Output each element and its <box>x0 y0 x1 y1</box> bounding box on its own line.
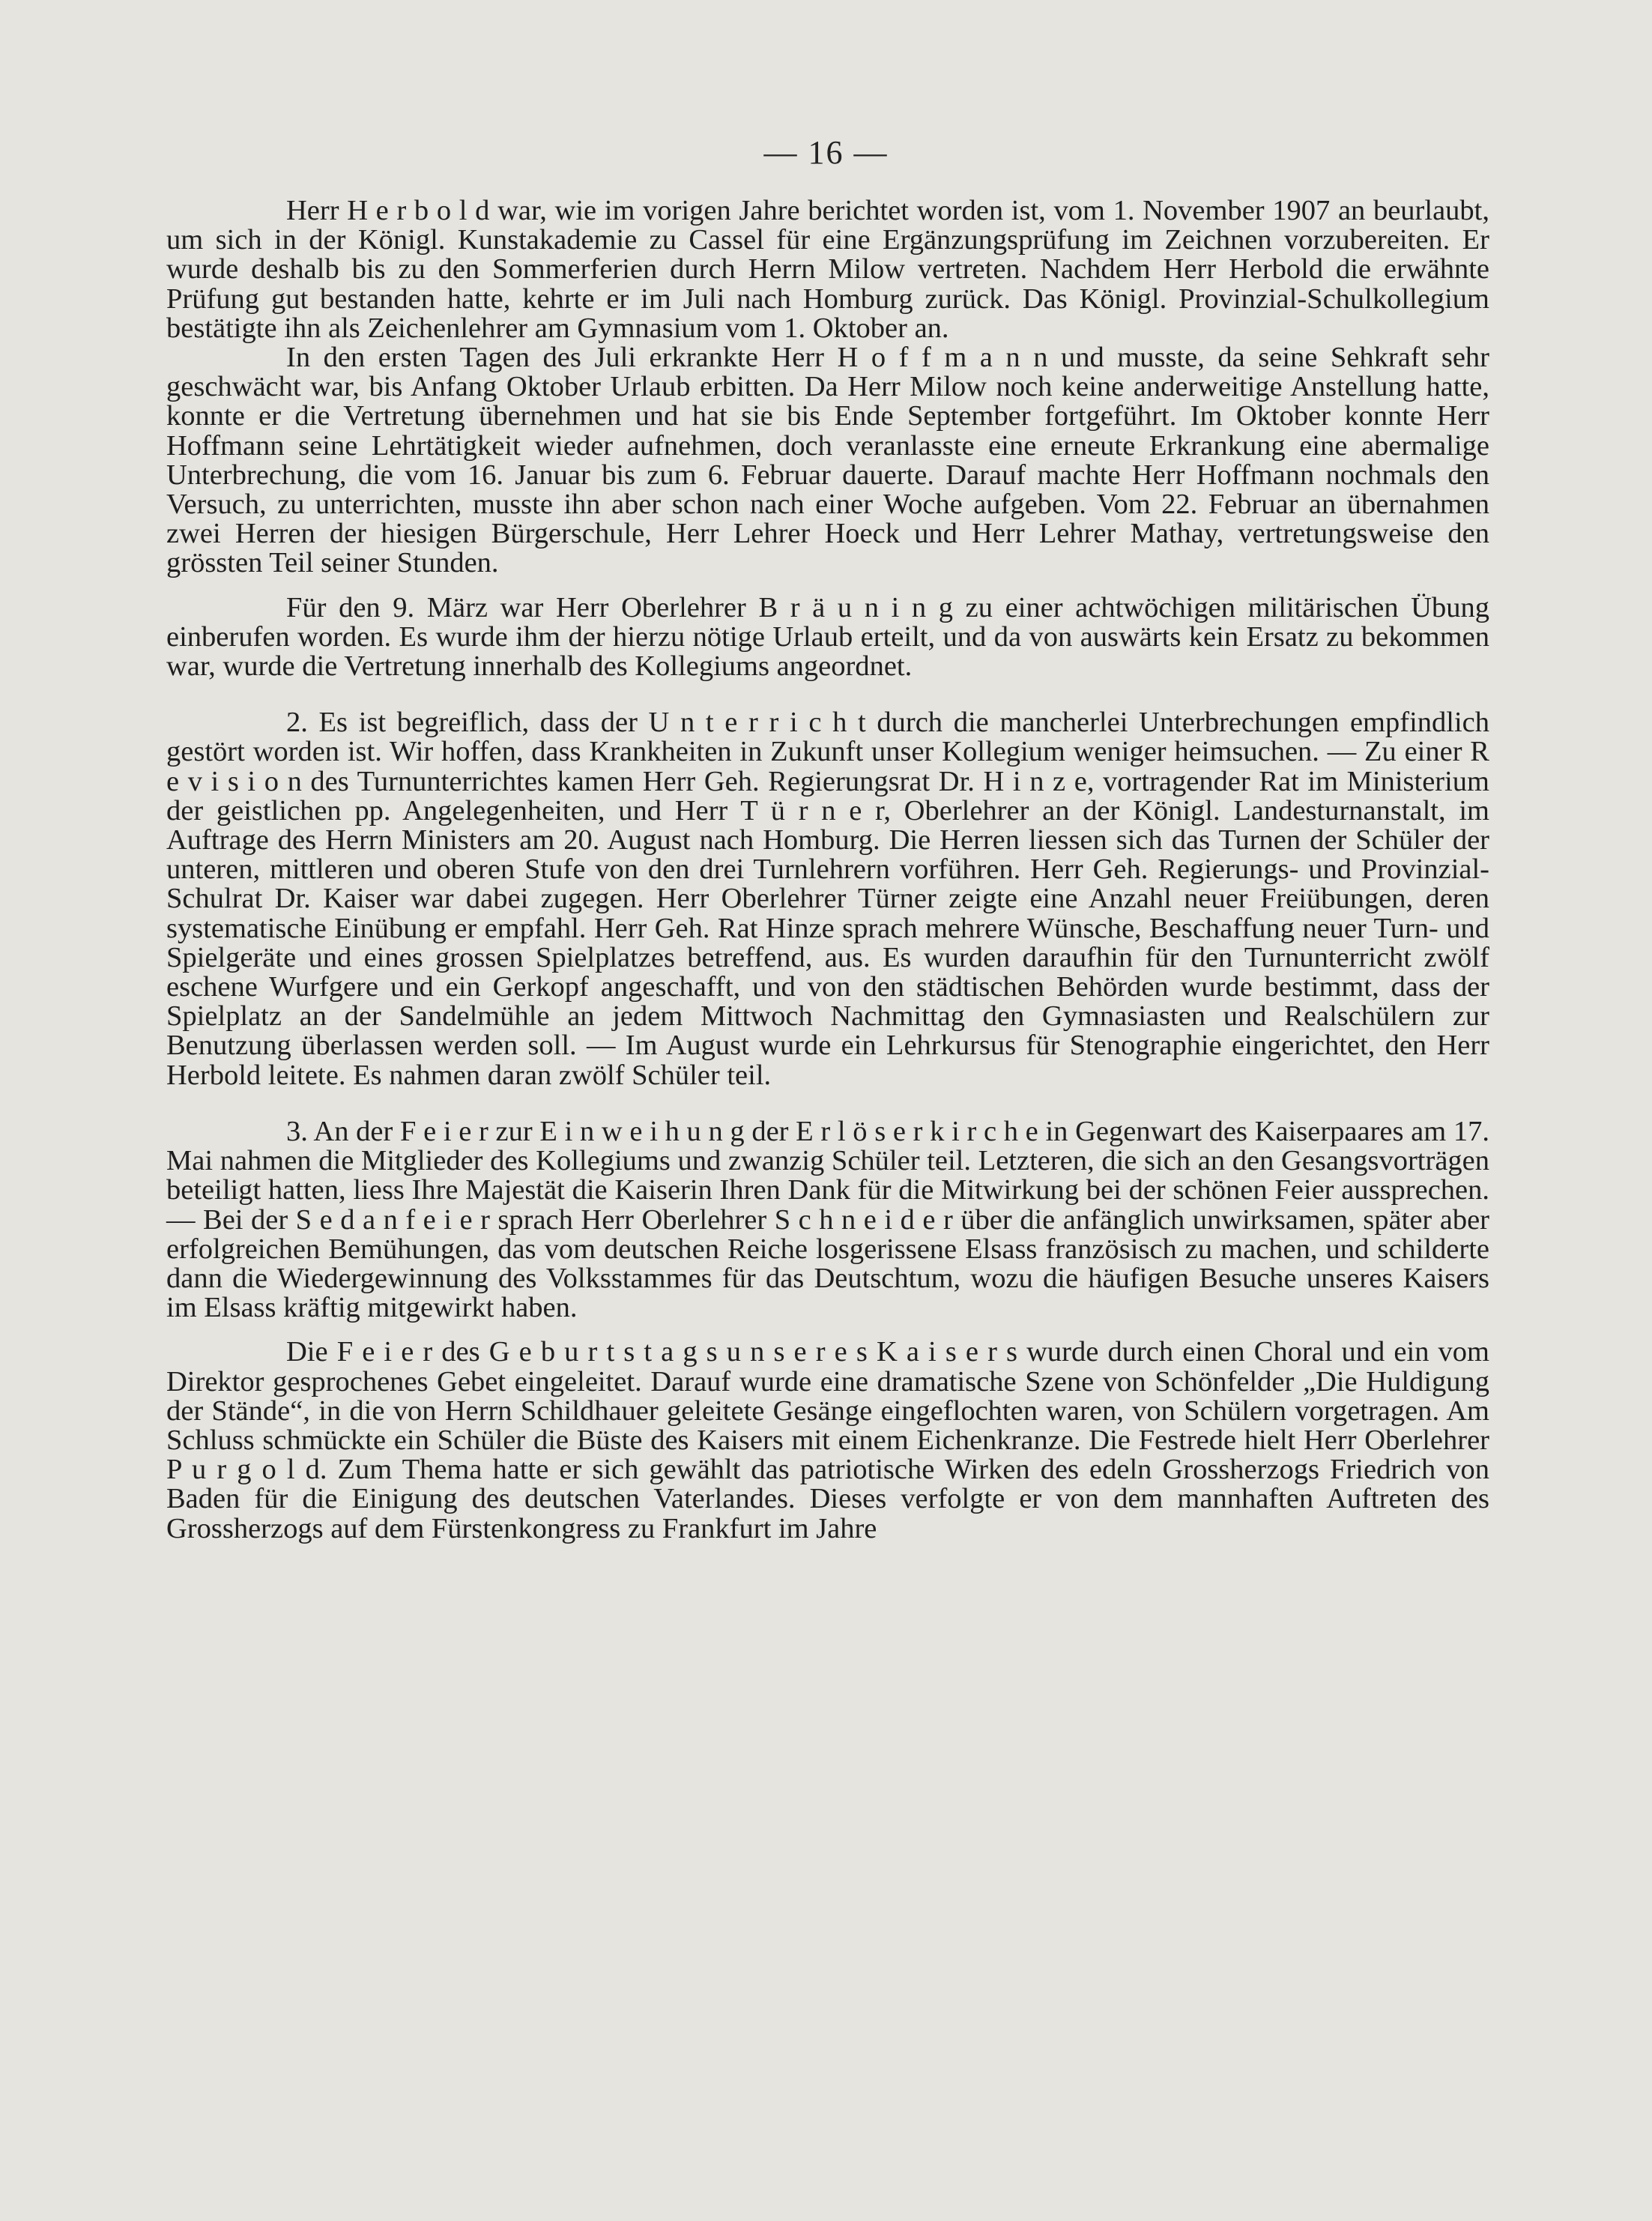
paragraph-section-2: 2. Es ist begreiflich, dass der U n t e r r i c h t durch die mancherlei Unterbrechungen empfindlich gestört worden ist. Wir hoffen, dass Krankheiten in Zukunft unser Kollegium weniger heimsuchen. — Zu einer R e v i s i o n des Turnunterrichtes kamen Herr Geh. Regierungsrat Dr. H i n z e, vortragender Rat im Ministerium der geistlichen pp. Angelegenheiten, und Herr T ü r n e r, Oberlehrer an der Königl. Landesturnanstalt, im Auftrage des Herrn Ministers am 20. August nach Homburg. Die Herren liessen sich das Turnen der Schüler der unteren, mittleren und oberen Stufe von den drei Turnlehrern vorführen. Herr Geh. Regierungs- und Provinzial-Schulrat Dr. Kaiser war dabei zugegen. Herr Oberlehrer Türner zeigte eine Anzahl neuer Freiübungen, deren systematische Einübung er empfahl. Herr Geh. Rat Hinze sprach mehrere Wünsche, Beschaffung neuer Turn- und Spielgeräte und eines grossen Spielplatzes betreffend, aus. Es wurden daraufhin für den Turnunterricht zwölf eschene Wurfgere und ein Gerkopf angeschafft, und von den städtischen Behörden wurde bestimmt, dass der Spielplatz an der Sandelmühle an jedem Mittwoch Nachmittag den Gymnasiasten und Realschülern zur Benutzung überlassen werden soll. — Im August wurde ein Lehrkursus für Stenographie eingerichtet, den Herr Herbold leitete. Es nahmen daran zwölf Schüler teil. <box>166 707 1489 1091</box>
paragraph-section-3: 3. An der F e i e r zur E i n w e i h u n g der E r l ö s e r k i r c h e in Gegenwart des Kaiserpaares am 17. Mai nahmen die Mitglieder des Kollegiums und zwanzig Schüler teil. Letzteren, die sich an den Gesangsvorträgen beteiligt hatten, liess Ihre Majestät die Kaiserin Ihren Dank für die Mitwirkung bei der schönen Feier aussprechen. — Bei der S e d a n f e i e r sprach Herr Oberlehrer S c h n e i d e r über die anfänglich unwirksamen, später aber erfolgreichen Bemühungen, das vom deutschen Reiche losgerissene Elsass französisch zu machen, und schilderte dann die Wiedergewinnung des Volksstammes für das Deutschtum, wozu die häufigen Besuche unseres Kaisers im Elsass kräftig mitgewirkt haben. <box>166 1115 1489 1324</box>
page-number: — 16 — <box>763 134 889 171</box>
paragraph-hoffmann: In den ersten Tagen des Juli erkrankte Herr H o f f m a n n und musste, da seine Sehkraft sehr geschwächt war, bis Anfang Oktober Urlaub erbitten. Da Herr Milow noch keine anderweitige Anstellung hatte, konnte er die Vertretung übernehmen und hat sie bis Ende September fortgeführt. Im Oktober konnte Herr Hoffmann seine Lehrtätigkeit wieder aufnehmen, doch veranlasste eine erneute Erkrankung eine abermalige Unterbrechung, die vom 16. Januar bis zum 6. Februar dauerte. Darauf machte Herr Hoffmann nochmals den Versuch, zu unterrichten, musste ihn aber schon nach einer Woche aufgeben. Vom 22. Februar an übernahmen zwei Herren der hiesigen Bürgerschule, Herr Lehrer Hoeck und Herr Lehrer Mathay, vertretungsweise den grössten Teil seiner Stunden. <box>166 342 1489 579</box>
paragraph-braeuning: Für den 9. März war Herr Oberlehrer B r ä u n i n g zu einer achtwöchigen militärischen Übung einberufen worden. Es wurde ihm der hierzu nötige Urlaub erteilt, und da von auswärts kein Ersatz zu bekommen war, wurde die Vertretung innerhalb des Kollegiums angeordnet. <box>166 591 1489 683</box>
body-text <box>166 196 1489 1544</box>
paragraph-kaisers-geburtstag: Die F e i e r des G e b u r t s t a g s u n s e r e s K a i s e r s wurde durch einen Choral und ein vom Direktor gesprochenes Gebet eingeleitet. Darauf wurde eine dramatische Szene von Schönfelder „Die Huldigung der Stände“, in die von Herrn Schildhauer geleitete Gesänge eingeflochten waren, von Schülern vorgetragen. Am Schluss schmückte ein Schüler die Büste des Kaisers mit einem Eichenkranze. Die Festrede hielt Herr Oberlehrer P u r g o l d. Zum Thema hatte er sich gewählt das patriotische Wirken des edeln Grossherzogs Friedrich von Baden für die Einigung des deutschen Vaterlandes. Dieses verfolgte er von dem mannhaften Auftreten des Grossherzogs auf dem Fürstenkongress zu Frankfurt im Jahre <box>166 1336 1489 1544</box>
paragraph-herbold: Herr H e r b o l d war, wie im vorigen Jahre berichtet worden ist, vom 1. November 1907 an beurlaubt, um sich in der Königl. Kunstakademie zu Cassel für eine Ergänzungsprüfung im Zeichnen vorzubereiten. Er wurde deshalb bis zu den Sommerferien durch Herrn Milow vertreten. Nachdem Herr Herbold die erwähnte Prüfung gut bestanden hatte, kehrte er im Juli nach Homburg zurück. Das Königl. Provinzial-Schulkollegium bestätigte ihn als Zeichenlehrer am Gymnasium vom 1. Oktober an. <box>166 195 1489 344</box>
